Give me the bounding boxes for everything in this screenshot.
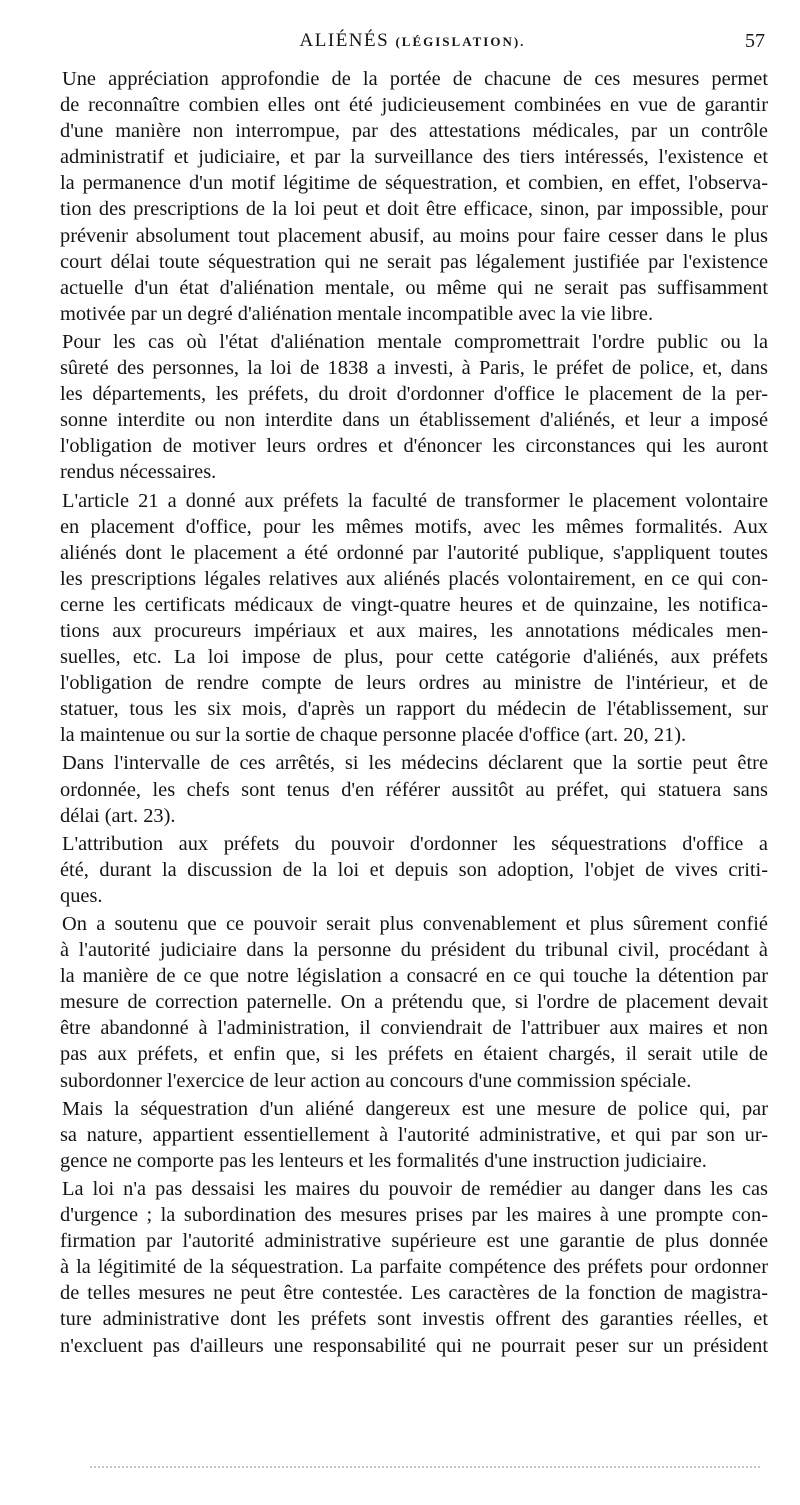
text-line: la maintenue ou sur la sortie de chaque personne placée d'office (art. 20, 21). [60, 724, 687, 747]
text-line: mesure de correction paternelle. On a prétendu que, si l'ordre de placement devait [60, 991, 768, 1014]
text-line: actuelle d'un état d'aliénation mentale, ou même qui ne serait pas suffisamment [60, 276, 768, 299]
text-line: tions aux procureurs impériaux et aux maires, les annotations médicales men- [60, 619, 768, 642]
text-line: administratif et judiciaire, et par la surveillance des tiers intéressés, l'existence et [60, 146, 768, 169]
text-line: été, durant la discussion de la loi et depuis son adoption, l'objet de vives criti- [60, 858, 768, 881]
text-line: rendus nécessaires. [60, 461, 217, 484]
text-line: L'article 21 a donné aux préfets la faculté de transformer le placement volontaire [62, 489, 768, 512]
text-line: n'excluent pas d'ailleurs une responsabilité qui ne pourrait peser sur un président [60, 1334, 768, 1357]
text-line: ture administrative dont les préfets sont investis offrent des garanties réelles, et [60, 1308, 768, 1331]
text-line: motivée par un degré d'aliénation mentale incompatible avec la vie libre. [60, 302, 654, 325]
text-line: Une appréciation approfondie de la portée de chacune de ces mesures permet [62, 68, 768, 90]
text-line: l'obligation de motiver leurs ordres et d'énoncer les circonstances qui les auront [60, 435, 768, 458]
text-line: prévenir absolument tout placement abusif, au moins pour faire cesser dans le plus [60, 224, 768, 247]
text-line: en placement d'office, pour les mêmes motifs, avec les mêmes formalités. Aux [60, 515, 768, 538]
text-line: firmation par l'autorité administrative supérieure est une garantie de plus donnée [60, 1230, 768, 1253]
text-line: la manière de ce que notre législation a consacré en ce qui touche la détention par [60, 965, 768, 988]
running-title-subtitle: (LÉGISLATION). [395, 34, 526, 49]
running-title [60, 30, 765, 52]
text-line: les prescriptions légales relatives aux aliénés placés volontairement, en ce qui con- [60, 567, 768, 590]
text-line: gence ne comporte pas les lenteurs et les formalités d'une instruction judiciaire. [60, 1149, 707, 1172]
bottom-bleed-through-marks [90, 1466, 760, 1468]
running-title-main: ALIÉNÉS [299, 30, 390, 51]
text-line: l'obligation de rendre compte de leurs ordres au ministre de l'intérieur, et de [60, 672, 768, 695]
text-line: tion des prescriptions de la loi peut et doit être efficace, sinon, par impossible, pour [60, 198, 768, 221]
text-line: subordonner l'exercice de leur action au concours d'une commission spéciale. [60, 1069, 692, 1092]
text-line: Dans l'intervalle de ces arrêtés, si les médecins déclarent que la sortie peut être [62, 752, 768, 775]
text-line: d'urgence ; la subordination des mesures prises par les maires à une prompte con- [60, 1204, 768, 1227]
page-number: 57 [745, 30, 765, 52]
text-line: statuer, tous les six mois, d'après un rapport du médecin de l'établissement, sur [60, 698, 768, 721]
text-line: cerne les certificats médicaux de vingt-quatre heures et de quinzaine, les notifica- [60, 593, 768, 616]
paragraph [62, 66, 768, 327]
text-line: Mais la séquestration d'un aliéné dangereux est une mesure de police qui, par [62, 1097, 768, 1120]
paragraph [62, 329, 768, 486]
text-line: sa nature, appartient essentiellement à l'autorité administrative, et qui par son ur- [60, 1123, 768, 1146]
text-line: L'attribution aux préfets du pouvoir d'ordonner les séquestrations d'office a [62, 832, 768, 855]
text-line: à la légitimité de la séquestration. La parfaite compétence des préfets pour ordonner [60, 1256, 768, 1279]
text-line: de reconnaître combien elles ont été judicieusement combinées en vue de garantir [60, 94, 768, 117]
paragraph [62, 1096, 768, 1174]
paragraph [62, 831, 768, 909]
text-line: être abandonné à l'administration, il conviendrait de l'attribuer aux maires et non [60, 1017, 768, 1040]
text-line: de telles mesures ne peut être contestée. Les caractères de la fonction de magistra- [60, 1282, 768, 1305]
text-line: sonne interdite ou non interdite dans un établissement d'aliénés, et leur a imposé [60, 409, 768, 432]
paragraph [62, 488, 768, 749]
body-text [62, 66, 768, 1359]
text-line: les départements, les préfets, du droit d'ordonner d'office le placement de la per- [60, 383, 768, 406]
text-line: à l'autorité judiciaire dans la personne du président du tribunal civil, procédant à [60, 939, 768, 962]
text-line: court délai toute séquestration qui ne serait pas légalement justifiée par l'existence [60, 250, 768, 273]
text-line: La loi n'a pas dessaisi les maires du pouvoir de remédier au danger dans les cas [62, 1177, 768, 1200]
paragraph [62, 911, 768, 1094]
text-line: la permanence d'un motif légitime de séquestration, et combien, en effet, l'observa- [60, 172, 768, 195]
text-line: On a soutenu que ce pouvoir serait plus convenablement et plus sûrement confié [62, 913, 768, 935]
text-line: ques. [60, 884, 103, 907]
text-line: d'une manière non interrompue, par des attestations médicales, par un contrôle [60, 120, 768, 143]
text-line: délai (art. 23). [60, 804, 176, 827]
paragraph [62, 1176, 768, 1359]
text-line: pas aux préfets, et enfin que, si les préfets en étaient chargés, il serait utile de [60, 1043, 768, 1066]
text-line: ordonnée, les chefs sont tenus d'en référer aussitôt au préfet, qui statuera sans [60, 778, 768, 801]
paragraph [62, 750, 768, 828]
running-head [60, 30, 765, 58]
text-line: aliénés dont le placement a été ordonné par l'autorité publique, s'appliquent toutes [60, 541, 768, 564]
text-line: Pour les cas où l'état d'aliénation mentale compromettrait l'ordre public ou la [62, 330, 768, 353]
text-line: suelles, etc. La loi impose de plus, pour cette catégorie d'aliénés, aux préfets [60, 646, 768, 669]
text-line: sûreté des personnes, la loi de 1838 a investi, à Paris, le préfet de police, et, dans [60, 357, 768, 380]
